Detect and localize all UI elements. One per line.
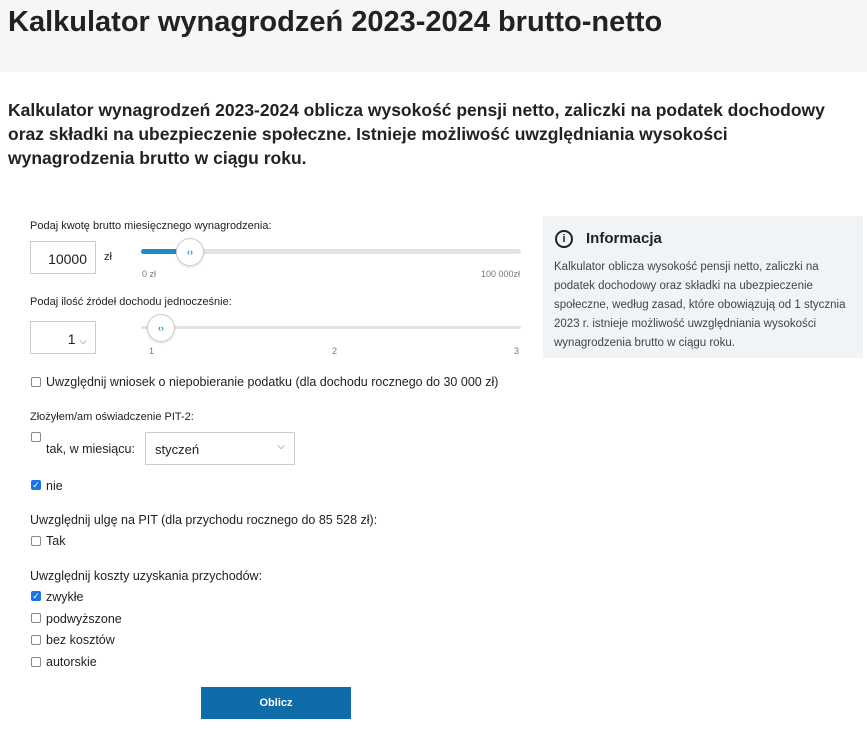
pit2-yes-checkbox[interactable] xyxy=(31,432,41,442)
info-title: Informacja xyxy=(586,230,662,247)
costs-option-label: podwyższone xyxy=(46,612,122,626)
lead-text: Kalkulator wynagrodzeń 2023-2024 oblicza wysokość pensji netto, zaliczki na podatek dochodowy oraz składki na ubezpieczenie społeczne. Istnieje możliwość uwzględniania wysokości wynagrodzenia brutto w ciągu roku. xyxy=(8,100,825,168)
costs-option-label: bez kosztów xyxy=(46,633,115,647)
pit2-no-label: nie xyxy=(46,479,63,493)
exemption-checkbox[interactable] xyxy=(31,377,41,387)
gross-max-label: 100 000zł xyxy=(481,269,521,279)
relief-label: Uwzględnij ulgę na PIT (dla przychodu rocznego do 85 528 zł): xyxy=(30,513,378,527)
relief-checkbox[interactable] xyxy=(31,536,41,546)
page-title: Kalkulator wynagrodzeń 2023-2024 brutto-netto xyxy=(8,6,663,38)
chevron-down-icon: ⌵ xyxy=(277,441,285,452)
calculate-button[interactable]: Oblicz xyxy=(201,687,351,719)
exemption-label: Uwzględnij wniosek o niepobieranie podatku (dla dochodu rocznego do 30 000 zł) xyxy=(46,375,499,389)
gross-input[interactable]: 10000 xyxy=(30,241,96,274)
sources-select[interactable] xyxy=(30,321,96,354)
sources-tick: 3 xyxy=(514,346,520,356)
info-text: Kalkulator oblicza wysokość pensji netto, zaliczki na podatek dochodowy oraz składki na ubezpieczenie społeczne, według zasad, które obowiązują od 1 stycznia 2023 r. istnieje możliwość uwzględniania wysokości wynagrodzenia brutto w ciągu roku. xyxy=(554,261,846,349)
info-icon: i xyxy=(555,230,573,248)
sources-tick: 2 xyxy=(332,346,338,356)
chevron-down-icon: ⌵ xyxy=(79,336,87,347)
costs-checkbox-author[interactable] xyxy=(31,657,41,667)
pit2-yes-label: tak, w miesiącu: xyxy=(46,442,135,456)
gross-min-label: 0 zł xyxy=(142,269,157,279)
sources-value: 1 xyxy=(67,331,76,347)
costs-label: Uwzględnij koszty uzyskania przychodów: xyxy=(30,569,263,583)
costs-option-label: zwykłe xyxy=(46,590,84,604)
sources-tick: 1 xyxy=(149,346,155,356)
sources-slider-track[interactable] xyxy=(141,326,521,329)
sources-label: Podaj ilość źródeł dochodu jednocześnie: xyxy=(30,296,232,308)
page-header xyxy=(0,0,867,72)
pit2-label: Złożyłem/am oświadczenie PIT-2: xyxy=(30,411,194,423)
gross-label: Podaj kwotę brutto miesięcznego wynagrodzenia: xyxy=(30,220,272,232)
pit2-no-checkbox[interactable]: ✓ xyxy=(32,480,40,490)
costs-checkbox-standard[interactable]: ✓ xyxy=(32,591,40,601)
gross-slider-handle[interactable]: ‹› xyxy=(176,238,204,266)
month-select[interactable] xyxy=(145,432,295,465)
info-panel xyxy=(543,216,863,358)
costs-checkbox-none[interactable] xyxy=(31,635,41,645)
gross-unit: zł xyxy=(104,251,112,263)
relief-option-label: Tak xyxy=(46,534,66,548)
costs-checkbox-increased[interactable] xyxy=(31,613,41,623)
month-value: styczeń xyxy=(155,442,200,457)
costs-option-label: autorskie xyxy=(46,655,97,669)
sources-slider-handle[interactable]: ‹› xyxy=(147,314,175,342)
